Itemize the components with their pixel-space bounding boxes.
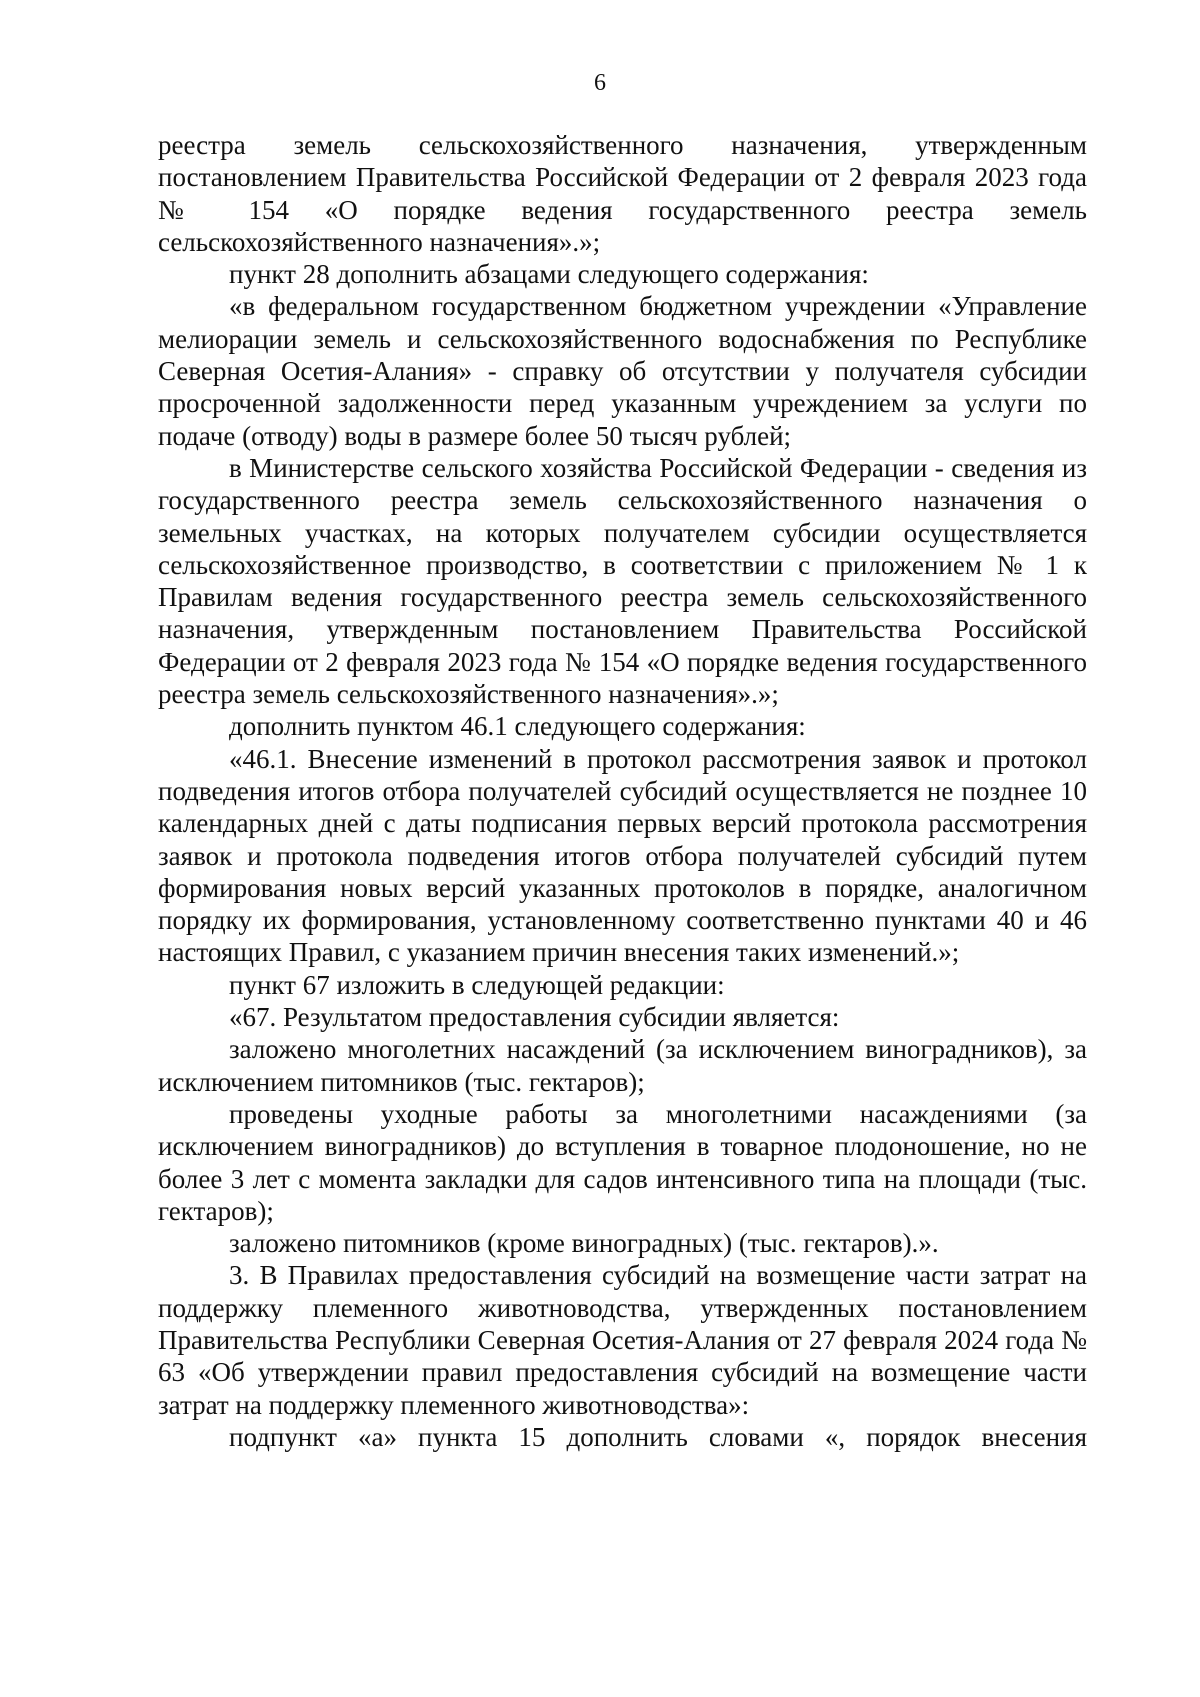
paragraph: дополнить пунктом 46.1 следующего содержания: — [229, 711, 806, 742]
paragraph: заложено питомников (кроме виноградных) (тыс. гектаров).». — [229, 1228, 939, 1259]
paragraph: проведены уходные работы за многолетними насаждениями (за исключением виноградников) до вступления в товарное плодоношение, но не более 3 лет с момента закладки для садов интенсивного типа на площади (тыс. гектаров); — [158, 1098, 1087, 1226]
paragraph: заложено многолетних насаждений (за исключением виноградников), за исключением питомников (тыс. гектаров); — [158, 1034, 1087, 1097]
paragraph: подпункт «а» пункта 15 дополнить словами «, порядок внесения — [229, 1421, 1087, 1452]
paragraph: пункт 67 изложить в следующей редакции: — [229, 969, 725, 1000]
paragraph: «46.1. Внесение изменений в протокол рассмотрения заявок и протокол подведения итогов отбора получателей субсидий осуществляется не позднее 10 календарных дней с даты подписания первых версий протокола рассмотрения заявок и протокола подведения итогов отбора получателей субсидий путем формирования новых версий указанных протоколов в порядке, аналогичном порядку их формирования, установленному соответственно пунктами 40 и 46 настоящих Правил, с указанием причин внесения таких изменений.»; — [158, 743, 1087, 968]
page-number: 6 — [594, 70, 606, 96]
paragraph: пункт 28 дополнить абзацами следующего содержания: — [229, 259, 869, 290]
paragraph: реестра земель сельскохозяйственного назначения, утвержденным постановлением Правительства Российской Федерации от 2 февраля 2023 года № 154 «О порядке ведения государственного реестра земель сельскохозяйственного назначения».»; — [158, 130, 1087, 257]
paragraph: «в федеральном государственном бюджетном учреждении «Управление мелиорации земель и сельскохозяйственного водоснабжения по Республике Северная Осетия-Алания» - справку об отсутствии у получателя субсидии просроченной задолженности перед указанным учреждением за услуги по подаче (отводу) воды в размере более 50 тысяч рублей; — [158, 291, 1087, 451]
document-body — [158, 129, 1087, 1453]
paragraph: в Министерстве сельского хозяйства Российской Федерации - сведения из государственного реестра земель сельскохозяйственного назначения о земельных участках, на которых получателем субсидии осуществляется сельскохозяйственное производство, в соответствии с приложением № 1 к Правилам ведения государственного реестра земель сельскохозяйственного назначения, утвержденным постановлением Правительства Российской Федерации от 2 февраля 2023 года № 154 «О порядке ведения государственного реестра земель сельскохозяйственного назначения».»; — [158, 452, 1087, 710]
paragraph: «67. Результатом предоставления субсидии является: — [229, 1002, 840, 1033]
paragraph: 3. В Правилах предоставления субсидий на возмещение части затрат на поддержку племенного животноводства, утвержденных постановлением Правительства Республики Северная Осетия-Алания от 27 февраля 2024 года № 63 «Об утверждении правил предоставления субсидий на возмещение части затрат на поддержку племенного животноводства»: — [158, 1260, 1087, 1420]
